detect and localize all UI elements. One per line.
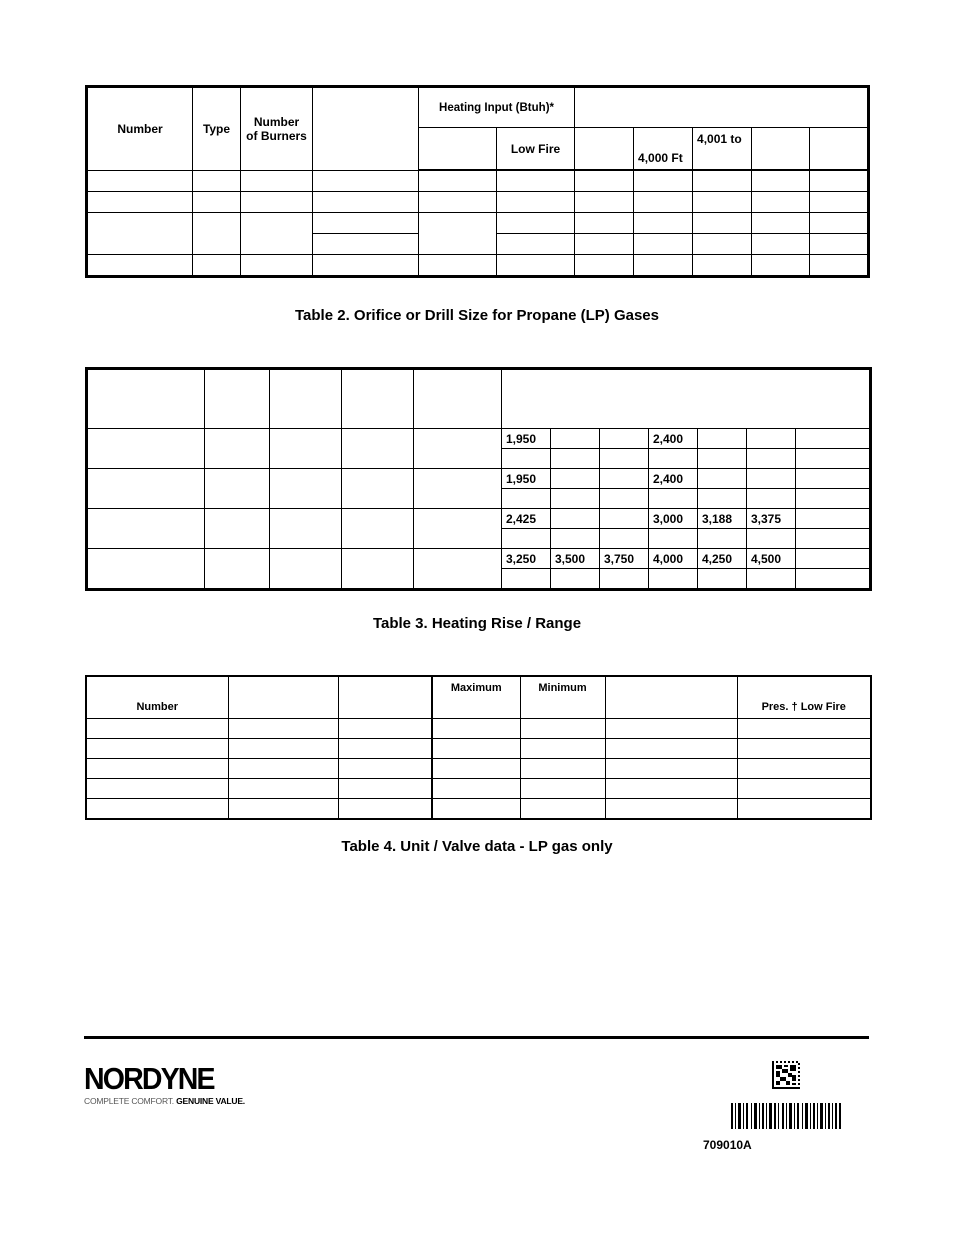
- header-low-fire: Low Fire: [497, 128, 575, 171]
- header-maximum: Maximum: [432, 676, 520, 719]
- cell: 1,950: [502, 429, 551, 449]
- cell: [796, 469, 871, 489]
- cell: [600, 469, 649, 489]
- table-row: [86, 739, 871, 759]
- cell: 4,250: [698, 549, 747, 569]
- table-row: [86, 799, 871, 820]
- cell: [698, 429, 747, 449]
- table-row: [87, 255, 869, 277]
- cell: 4,500: [747, 549, 796, 569]
- cell: [600, 509, 649, 529]
- table4-caption: Table 4. Unit / Valve data - LP gas only: [341, 838, 613, 855]
- cell: [747, 469, 796, 489]
- orifice-header: [502, 369, 871, 429]
- cell: 4,000: [649, 549, 698, 569]
- header-alt-8000: [810, 128, 869, 171]
- header-alt-6000: [752, 128, 810, 171]
- header-altitude: [575, 87, 869, 128]
- cell: 3,500: [551, 549, 600, 569]
- heating-rise-table: [85, 675, 872, 820]
- barcode-icon: [731, 1103, 841, 1129]
- header-alt-4001: 4,001 to: [693, 128, 752, 171]
- header-minimum: Minimum: [520, 676, 605, 719]
- header-burners: Number of Burners: [241, 87, 313, 171]
- table-row: [86, 759, 871, 779]
- tagline: [84, 1096, 245, 1106]
- cell: 3,750: [600, 549, 649, 569]
- header-type: Type: [193, 87, 241, 171]
- cell: 3,375: [747, 509, 796, 529]
- cell: [551, 509, 600, 529]
- header-pres-low-fire: Pres. † Low Fire: [737, 676, 871, 719]
- datamatrix-icon: [772, 1061, 800, 1089]
- cell: 2,400: [649, 469, 698, 489]
- table-row: [87, 170, 869, 192]
- nordyne-logo: [84, 1063, 245, 1106]
- table-row: [87, 549, 871, 569]
- cell: 3,250: [502, 549, 551, 569]
- table-row: [86, 719, 871, 739]
- table-row: [86, 779, 871, 799]
- table-row: [87, 213, 869, 234]
- table-row: [87, 509, 871, 529]
- table-row: [87, 192, 869, 213]
- cell: [796, 549, 871, 569]
- brand-name: NORDYNE: [84, 1061, 214, 1096]
- cell: 2,400: [649, 429, 698, 449]
- cell: 2,425: [502, 509, 551, 529]
- cell: [551, 469, 600, 489]
- cell: 1,950: [502, 469, 551, 489]
- header-heating-input: Heating Input (Btuh)*: [419, 87, 575, 128]
- table-row: [87, 469, 871, 489]
- table-row: [87, 429, 871, 449]
- header-number: Number: [87, 87, 193, 171]
- cell: [551, 429, 600, 449]
- header-alt-4000: 4,000 Ft: [634, 128, 693, 171]
- cell: [796, 429, 871, 449]
- cell: [796, 509, 871, 529]
- header-high-fire: [419, 128, 497, 171]
- header-blank: [313, 87, 419, 171]
- header-alt-0: [575, 128, 634, 171]
- cell: [600, 429, 649, 449]
- cell: [698, 469, 747, 489]
- header-number: Number: [86, 676, 228, 719]
- tagline-light: COMPLETE COMFORT.: [84, 1096, 174, 1106]
- table2-caption: Table 2. Orifice or Drill Size for Propane (LP) Gases: [295, 307, 659, 324]
- part-number: 709010A: [703, 1138, 752, 1152]
- orifice-table: [85, 367, 872, 591]
- cell: [747, 429, 796, 449]
- cell: 3,188: [698, 509, 747, 529]
- table3-caption: Table 3. Heating Rise / Range: [372, 615, 582, 632]
- cell: 3,000: [649, 509, 698, 529]
- tagline-bold: GENUINE VALUE.: [176, 1096, 245, 1106]
- burner-table: [85, 85, 870, 278]
- footer-rule: [84, 1036, 869, 1039]
